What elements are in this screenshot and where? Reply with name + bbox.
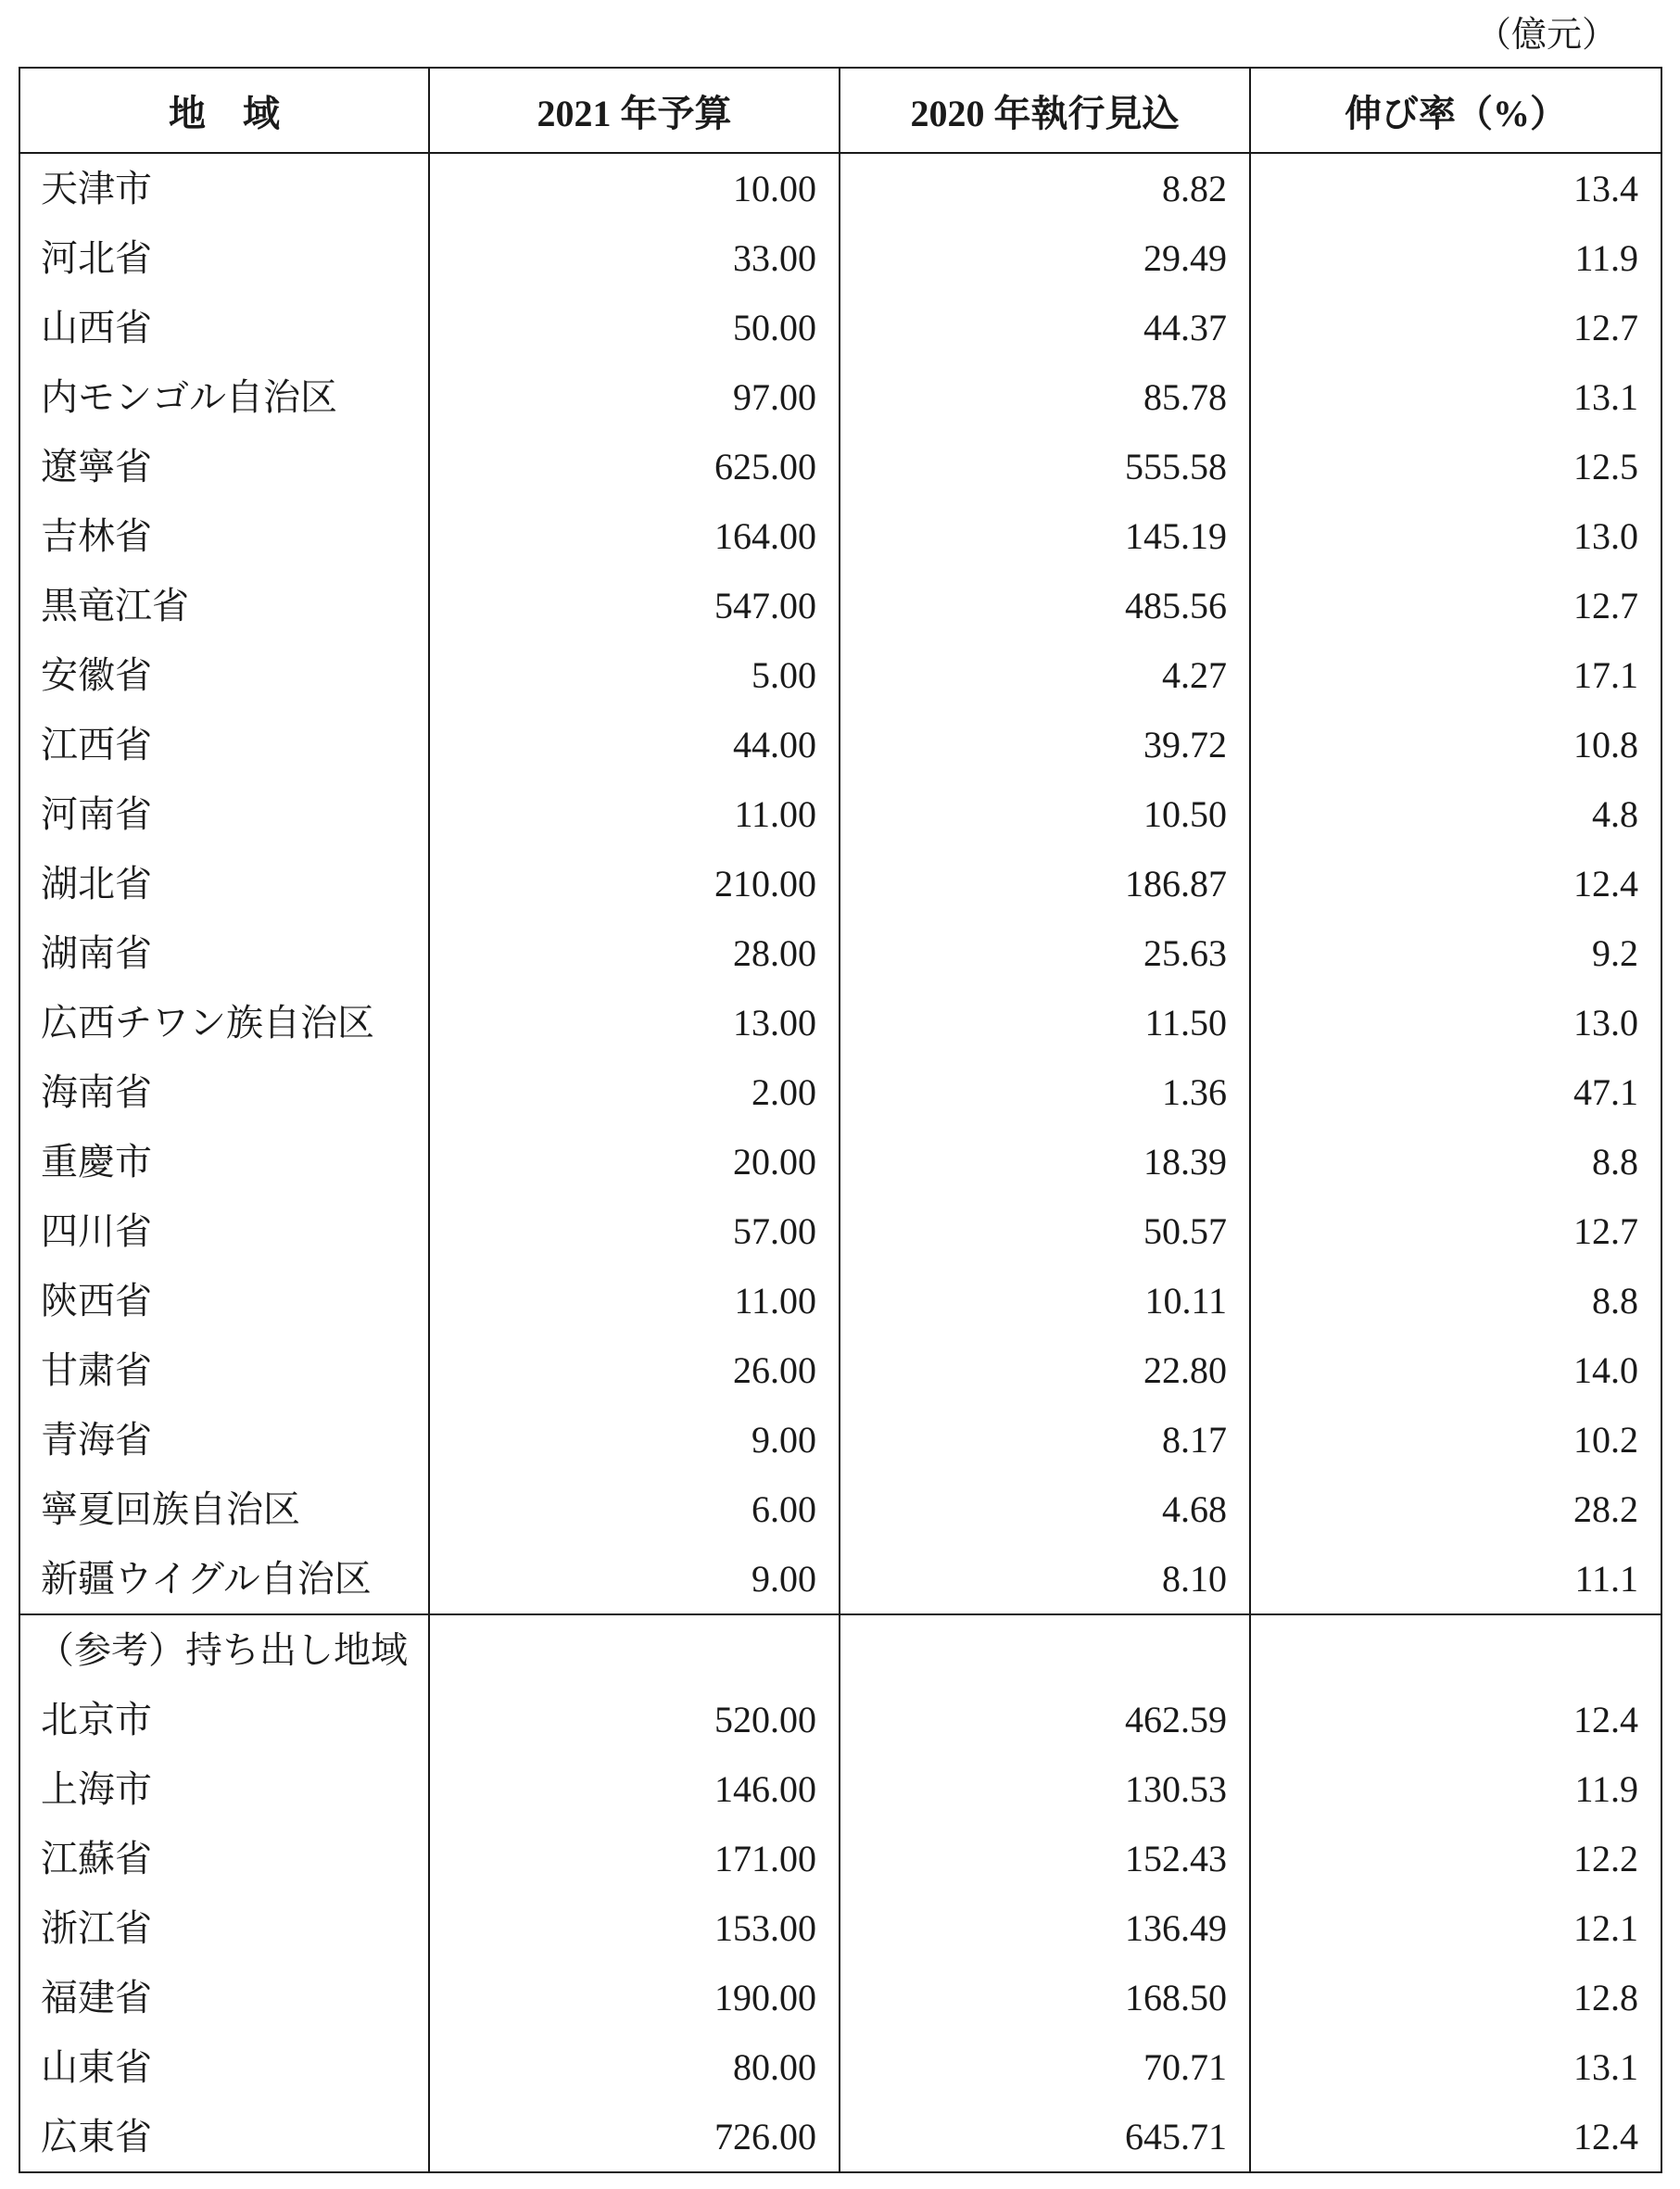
- region-cell: 山東省: [19, 2032, 429, 2102]
- region-cell: 北京市: [19, 1685, 429, 1754]
- growth-rate-cell: 12.4: [1250, 1685, 1661, 1754]
- table-body-reference-regions: [19, 1614, 1661, 2172]
- region-cell: 黒竜江省: [19, 571, 429, 640]
- growth-rate-cell: 12.2: [1250, 1824, 1661, 1893]
- estimate-2020-cell: 145.19: [840, 501, 1250, 571]
- estimate-2020-cell: 462.59: [840, 1685, 1250, 1754]
- table-row: [19, 1893, 1661, 1963]
- growth-rate-cell: 12.7: [1250, 571, 1661, 640]
- estimate-2020-cell: 4.27: [840, 640, 1250, 710]
- estimate-2020-cell: 39.72: [840, 710, 1250, 779]
- table-row: [19, 918, 1661, 988]
- budget-2021-cell: 164.00: [429, 501, 840, 571]
- estimate-2020-cell: 85.78: [840, 362, 1250, 432]
- region-cell: 四川省: [19, 1196, 429, 1266]
- table-row: [19, 501, 1661, 571]
- table-row: [19, 362, 1661, 432]
- region-cell: 甘粛省: [19, 1335, 429, 1405]
- budget-2021-cell: 153.00: [429, 1893, 840, 1963]
- budget-2021-cell: 28.00: [429, 918, 840, 988]
- region-cell: 重慶市: [19, 1127, 429, 1196]
- table-row: [19, 710, 1661, 779]
- estimate-2020-cell: 152.43: [840, 1824, 1250, 1893]
- budget-2021-cell: 520.00: [429, 1685, 840, 1754]
- column-header-growth-rate: 伸び率（%）: [1250, 68, 1661, 153]
- budget-2021-cell: 547.00: [429, 571, 840, 640]
- estimate-2020-cell: 18.39: [840, 1127, 1250, 1196]
- region-cell: 吉林省: [19, 501, 429, 571]
- growth-rate-cell: 11.9: [1250, 223, 1661, 293]
- estimate-2020-cell: 8.82: [840, 153, 1250, 223]
- table-row: [19, 849, 1661, 918]
- growth-rate-cell: 12.7: [1250, 293, 1661, 362]
- budget-2021-cell: 146.00: [429, 1754, 840, 1824]
- budget-2021-cell: 33.00: [429, 223, 840, 293]
- reference-section-row: [19, 1614, 1661, 1685]
- table-row: [19, 1196, 1661, 1266]
- budget-2021-cell: 13.00: [429, 988, 840, 1057]
- table-row: [19, 2102, 1661, 2172]
- region-cell: 新疆ウイグル自治区: [19, 1544, 429, 1614]
- growth-rate-cell: 11.1: [1250, 1544, 1661, 1614]
- column-header-budget-2021: 2021 年予算: [429, 68, 840, 153]
- empty-cell: [429, 1614, 840, 1685]
- region-cell: 内モンゴル自治区: [19, 362, 429, 432]
- region-cell: 湖南省: [19, 918, 429, 988]
- budget-2021-cell: 20.00: [429, 1127, 840, 1196]
- budget-2021-cell: 6.00: [429, 1474, 840, 1544]
- table-row: [19, 1335, 1661, 1405]
- estimate-2020-cell: 130.53: [840, 1754, 1250, 1824]
- table-row: [19, 571, 1661, 640]
- growth-rate-cell: 14.0: [1250, 1335, 1661, 1405]
- budget-table: [19, 67, 1662, 2173]
- table-row: [19, 223, 1661, 293]
- column-header-region: 地 域: [19, 68, 429, 153]
- estimate-2020-cell: 186.87: [840, 849, 1250, 918]
- estimate-2020-cell: 555.58: [840, 432, 1250, 501]
- growth-rate-cell: 8.8: [1250, 1127, 1661, 1196]
- budget-2021-cell: 9.00: [429, 1544, 840, 1614]
- region-cell: 広西チワン族自治区: [19, 988, 429, 1057]
- region-cell: 江西省: [19, 710, 429, 779]
- region-cell: 浙江省: [19, 1893, 429, 1963]
- region-cell: 河南省: [19, 779, 429, 849]
- empty-cell: [1250, 1614, 1661, 1685]
- table-body-recipient-regions: [19, 153, 1661, 1614]
- estimate-2020-cell: 4.68: [840, 1474, 1250, 1544]
- growth-rate-cell: 4.8: [1250, 779, 1661, 849]
- header-row: [19, 68, 1661, 153]
- table-row: [19, 1685, 1661, 1754]
- estimate-2020-cell: 10.50: [840, 779, 1250, 849]
- growth-rate-cell: 13.0: [1250, 501, 1661, 571]
- estimate-2020-cell: 168.50: [840, 1963, 1250, 2032]
- region-cell: 遼寧省: [19, 432, 429, 501]
- estimate-2020-cell: 1.36: [840, 1057, 1250, 1127]
- budget-2021-cell: 50.00: [429, 293, 840, 362]
- table-row: [19, 1754, 1661, 1824]
- estimate-2020-cell: 11.50: [840, 988, 1250, 1057]
- table-row: [19, 1544, 1661, 1614]
- growth-rate-cell: 10.8: [1250, 710, 1661, 779]
- growth-rate-cell: 12.1: [1250, 1893, 1661, 1963]
- empty-cell: [840, 1614, 1250, 1685]
- budget-2021-cell: 625.00: [429, 432, 840, 501]
- budget-2021-cell: 171.00: [429, 1824, 840, 1893]
- growth-rate-cell: 12.4: [1250, 849, 1661, 918]
- budget-2021-cell: 11.00: [429, 779, 840, 849]
- table-row: [19, 153, 1661, 223]
- region-cell: 寧夏回族自治区: [19, 1474, 429, 1544]
- estimate-2020-cell: 8.10: [840, 1544, 1250, 1614]
- table-row: [19, 1405, 1661, 1474]
- budget-2021-cell: 210.00: [429, 849, 840, 918]
- estimate-2020-cell: 50.57: [840, 1196, 1250, 1266]
- growth-rate-cell: 47.1: [1250, 1057, 1661, 1127]
- estimate-2020-cell: 25.63: [840, 918, 1250, 988]
- table-row: [19, 779, 1661, 849]
- growth-rate-cell: 13.4: [1250, 153, 1661, 223]
- budget-2021-cell: 44.00: [429, 710, 840, 779]
- table-header: [19, 68, 1661, 153]
- estimate-2020-cell: 8.17: [840, 1405, 1250, 1474]
- table-row: [19, 1127, 1661, 1196]
- unit-label: （億元）: [1475, 16, 1617, 55]
- budget-2021-cell: 9.00: [429, 1405, 840, 1474]
- reference-section-label: （参考）持ち出し地域: [19, 1614, 429, 1685]
- table-row: [19, 1266, 1661, 1335]
- region-cell: 天津市: [19, 153, 429, 223]
- table-row: [19, 1474, 1661, 1544]
- region-cell: 福建省: [19, 1963, 429, 2032]
- region-cell: 山西省: [19, 293, 429, 362]
- estimate-2020-cell: 10.11: [840, 1266, 1250, 1335]
- region-cell: 河北省: [19, 223, 429, 293]
- growth-rate-cell: 11.9: [1250, 1754, 1661, 1824]
- region-cell: 安徽省: [19, 640, 429, 710]
- region-cell: 上海市: [19, 1754, 429, 1824]
- budget-2021-cell: 726.00: [429, 2102, 840, 2172]
- growth-rate-cell: 13.1: [1250, 362, 1661, 432]
- estimate-2020-cell: 485.56: [840, 571, 1250, 640]
- budget-2021-cell: 11.00: [429, 1266, 840, 1335]
- budget-2021-cell: 57.00: [429, 1196, 840, 1266]
- growth-rate-cell: 9.2: [1250, 918, 1661, 988]
- growth-rate-cell: 13.1: [1250, 2032, 1661, 2102]
- growth-rate-cell: 28.2: [1250, 1474, 1661, 1544]
- estimate-2020-cell: 645.71: [840, 2102, 1250, 2172]
- growth-rate-cell: 8.8: [1250, 1266, 1661, 1335]
- table-row: [19, 988, 1661, 1057]
- region-cell: 海南省: [19, 1057, 429, 1127]
- growth-rate-cell: 12.7: [1250, 1196, 1661, 1266]
- growth-rate-cell: 17.1: [1250, 640, 1661, 710]
- budget-2021-cell: 5.00: [429, 640, 840, 710]
- region-cell: 湖北省: [19, 849, 429, 918]
- region-cell: 青海省: [19, 1405, 429, 1474]
- budget-2021-cell: 26.00: [429, 1335, 840, 1405]
- estimate-2020-cell: 44.37: [840, 293, 1250, 362]
- table-row: [19, 1963, 1661, 2032]
- estimate-2020-cell: 136.49: [840, 1893, 1250, 1963]
- table-row: [19, 293, 1661, 362]
- estimate-2020-cell: 70.71: [840, 2032, 1250, 2102]
- growth-rate-cell: 12.8: [1250, 1963, 1661, 2032]
- budget-2021-cell: 190.00: [429, 1963, 840, 2032]
- table-row: [19, 640, 1661, 710]
- region-cell: 江蘇省: [19, 1824, 429, 1893]
- budget-2021-cell: 97.00: [429, 362, 840, 432]
- table-row: [19, 1057, 1661, 1127]
- region-cell: 陝西省: [19, 1266, 429, 1335]
- growth-rate-cell: 12.5: [1250, 432, 1661, 501]
- growth-rate-cell: 10.2: [1250, 1405, 1661, 1474]
- estimate-2020-cell: 22.80: [840, 1335, 1250, 1405]
- budget-2021-cell: 80.00: [429, 2032, 840, 2102]
- budget-2021-cell: 2.00: [429, 1057, 840, 1127]
- column-header-estimate-2020: 2020 年執行見込: [840, 68, 1250, 153]
- growth-rate-cell: 12.4: [1250, 2102, 1661, 2172]
- table-row: [19, 432, 1661, 501]
- budget-2021-cell: 10.00: [429, 153, 840, 223]
- estimate-2020-cell: 29.49: [840, 223, 1250, 293]
- table-row: [19, 1824, 1661, 1893]
- table-row: [19, 2032, 1661, 2102]
- region-cell: 広東省: [19, 2102, 429, 2172]
- growth-rate-cell: 13.0: [1250, 988, 1661, 1057]
